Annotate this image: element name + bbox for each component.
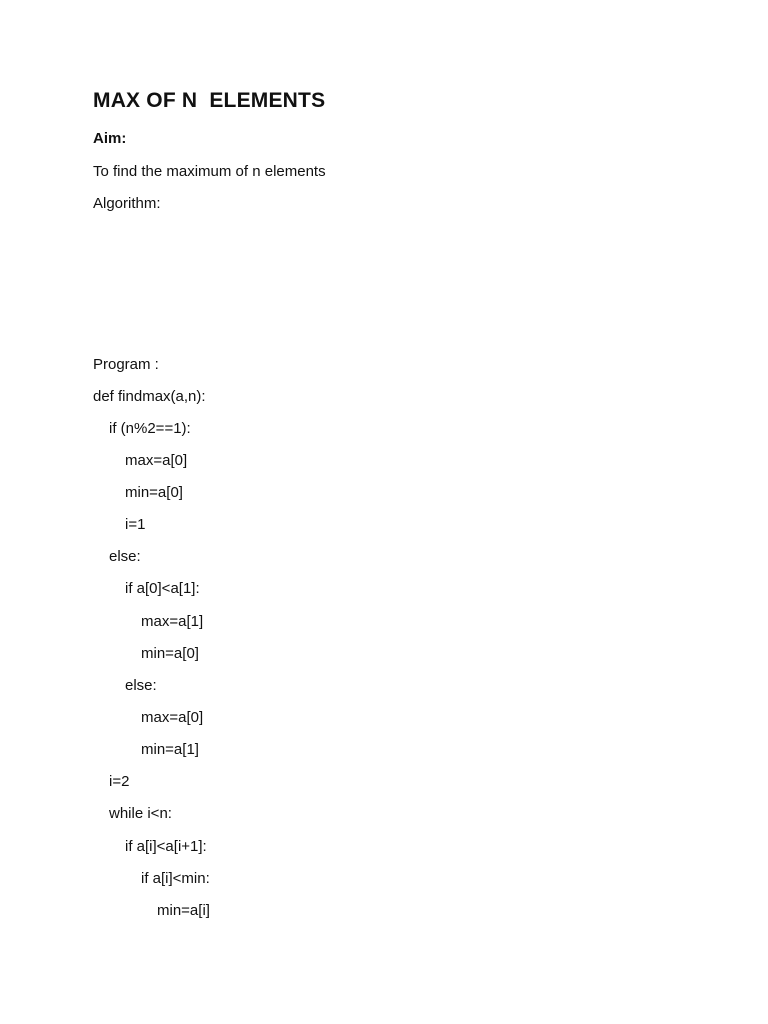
code-line: i=1 — [125, 516, 146, 533]
program-label: Program : — [93, 356, 159, 373]
code-line: while i<n: — [109, 805, 172, 822]
algorithm-label: Algorithm: — [93, 195, 161, 212]
code-line: i=2 — [109, 773, 130, 790]
code-line: else: — [109, 548, 141, 565]
aim-text: To find the maximum of n elements — [93, 163, 326, 180]
code-line: if (n%2==1): — [109, 420, 191, 437]
code-line: else: — [125, 677, 157, 694]
code-line: min=a[1] — [141, 741, 199, 758]
code-line: min=a[i] — [157, 902, 210, 919]
aim-label: Aim: — [93, 130, 127, 147]
code-line: if a[0]<a[1]: — [125, 580, 200, 597]
code-line: max=a[0] — [141, 709, 204, 726]
code-line: max=a[1] — [141, 613, 204, 630]
code-line: min=a[0] — [125, 484, 183, 501]
code-line: if a[i]<a[i+1]: — [125, 838, 207, 855]
document-title: MAX OF N ELEMENTS — [93, 89, 326, 112]
code-line: min=a[0] — [141, 645, 199, 662]
code-line: def findmax(a,n): — [93, 388, 206, 405]
code-line: if a[i]<min: — [141, 870, 210, 887]
code-line: max=a[0] — [125, 452, 188, 469]
